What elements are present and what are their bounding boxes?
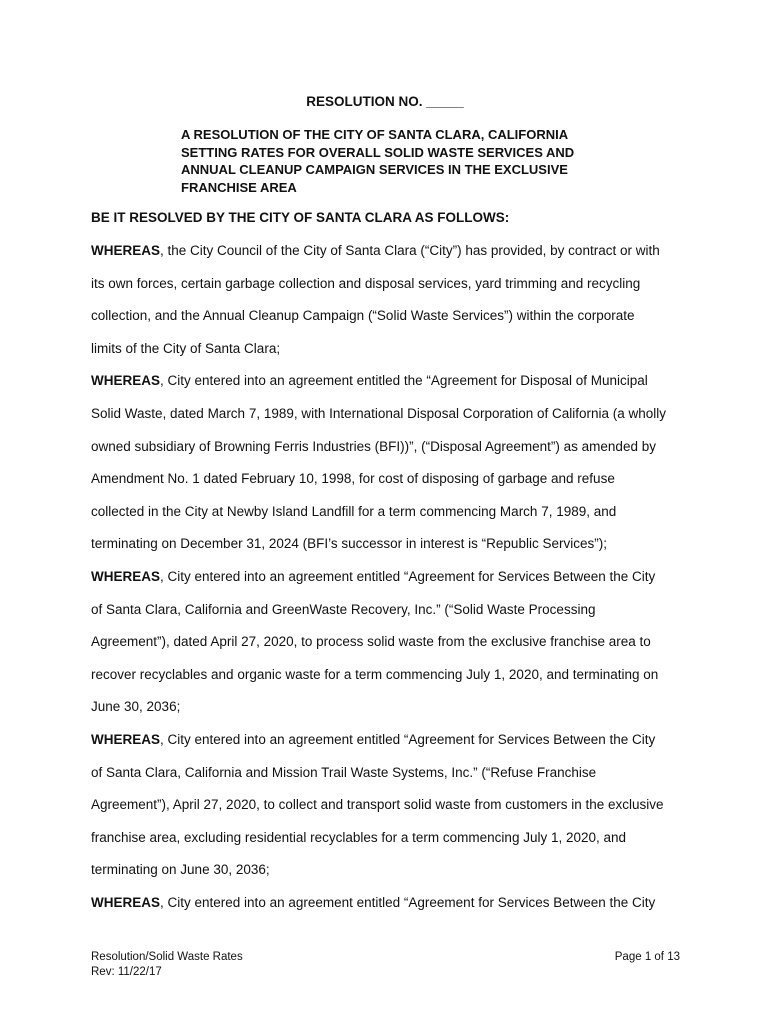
resolution-title: [181, 126, 611, 196]
title-line: A RESOLUTION OF THE CITY OF SANTA CLARA, CALIFORNIA: [181, 127, 569, 142]
body-line: [91, 601, 691, 634]
body-line-text: collection, and the Annual Cleanup Campaign (“Solid Waste Services”) within the corporate: [91, 308, 635, 324]
body-line-text: of Santa Clara, California and GreenWaste Recovery, Inc.” (“Solid Waste Processing: [91, 601, 596, 617]
body-line-text: owned subsidiary of Browning Ferris Industries (BFI))”, (“Disposal Agreement”) as amended by: [91, 438, 656, 454]
body-line-text: terminating on June 30, 2036;: [91, 862, 270, 878]
body-text: [91, 242, 691, 926]
body-line: [91, 503, 691, 536]
body-line: [91, 242, 691, 275]
body-line-text: recover recyclables and organic waste for a term commencing July 1, 2020, and terminating on: [91, 666, 659, 682]
body-line: [91, 666, 691, 699]
body-line: [91, 275, 691, 308]
body-line: [91, 470, 691, 503]
title-line: FRANCHISE AREA: [181, 179, 297, 195]
whereas-label: WHEREAS: [91, 894, 161, 910]
body-line-text: , City entered into an agreement entitled “Agreement for Services Between the City: [160, 568, 656, 584]
whereas-label: WHEREAS: [91, 568, 161, 584]
body-line-text: , the City Council of the City of Santa Clara (“City”) has provided, by contract or with: [160, 243, 660, 258]
body-line: [91, 698, 691, 731]
whereas-label: WHEREAS: [91, 373, 161, 389]
body-line: [91, 796, 691, 829]
body-line-text: Amendment No. 1 dated February 10, 1998, for cost of disposing of garbage and refuse: [91, 471, 615, 487]
body-line-text: , City entered into an agreement entitled “Agreement for Services Between the City: [160, 731, 656, 747]
body-line: [91, 535, 691, 568]
page-number: Page 1 of 13: [614, 951, 680, 963]
body-line: [91, 764, 691, 797]
resolution-number: RESOLUTION NO. _____: [306, 94, 464, 109]
body-line: [91, 568, 691, 601]
title-line: ANNUAL CLEANUP CAMPAIGN SERVICES IN THE EXCLUSIVE: [181, 162, 568, 177]
be-it-resolved-heading: BE IT RESOLVED BY THE CITY OF SANTA CLARA AS FOLLOWS:: [91, 210, 510, 225]
body-line-text: June 30, 2036;: [91, 699, 181, 715]
body-line: [91, 731, 691, 764]
body-line-text: of Santa Clara, California and Mission Trail Waste Systems, Inc.” (“Refuse Franchise: [91, 764, 597, 780]
footer-revision: Rev: 11/22/17: [91, 966, 162, 978]
body-line-text: limits of the City of Santa Clara;: [91, 340, 281, 356]
body-line-text: Agreement”), dated April 27, 2020, to process solid waste from the exclusive franchise area to: [91, 634, 651, 650]
body-line: [91, 340, 691, 373]
body-line-text: collected in the City at Newby Island Landfill for a term commencing March 7, 1989, and: [91, 503, 617, 519]
body-line: [91, 894, 691, 927]
body-line-text: Solid Waste, dated March 7, 1989, with International Disposal Corporation of California (a wholly: [91, 405, 667, 421]
body-line: [91, 438, 691, 471]
footer-doc-name: Resolution/Solid Waste Rates: [91, 951, 243, 963]
footer-doc-info: [91, 950, 243, 980]
body-line: [91, 372, 691, 405]
body-line-text: , City entered into an agreement entitled the “Agreement for Disposal of Municipal: [160, 373, 648, 389]
body-line: [91, 861, 691, 894]
body-line-text: terminating on December 31, 2024 (BFI’s successor in interest is “Republic Services”);: [91, 536, 607, 552]
body-line-text: its own forces, certain garbage collection and disposal services, yard trimming and recycling: [91, 275, 641, 291]
body-line: [91, 829, 691, 862]
body-line: [91, 633, 691, 666]
title-line: SETTING RATES FOR OVERALL SOLID WASTE SERVICES AND: [181, 144, 575, 160]
body-line-text: franchise area, excluding residential recyclables for a term commencing July 1, 2020, and: [91, 829, 627, 845]
body-line: [91, 405, 691, 438]
whereas-label: WHEREAS: [91, 731, 161, 747]
body-line-text: , City entered into an agreement entitled “Agreement for Services Between the City: [160, 894, 656, 910]
body-line: [91, 307, 691, 340]
body-line-text: Agreement”), April 27, 2020, to collect and transport solid waste from customers in the exclusive: [91, 797, 664, 813]
whereas-label: WHEREAS: [91, 243, 161, 258]
